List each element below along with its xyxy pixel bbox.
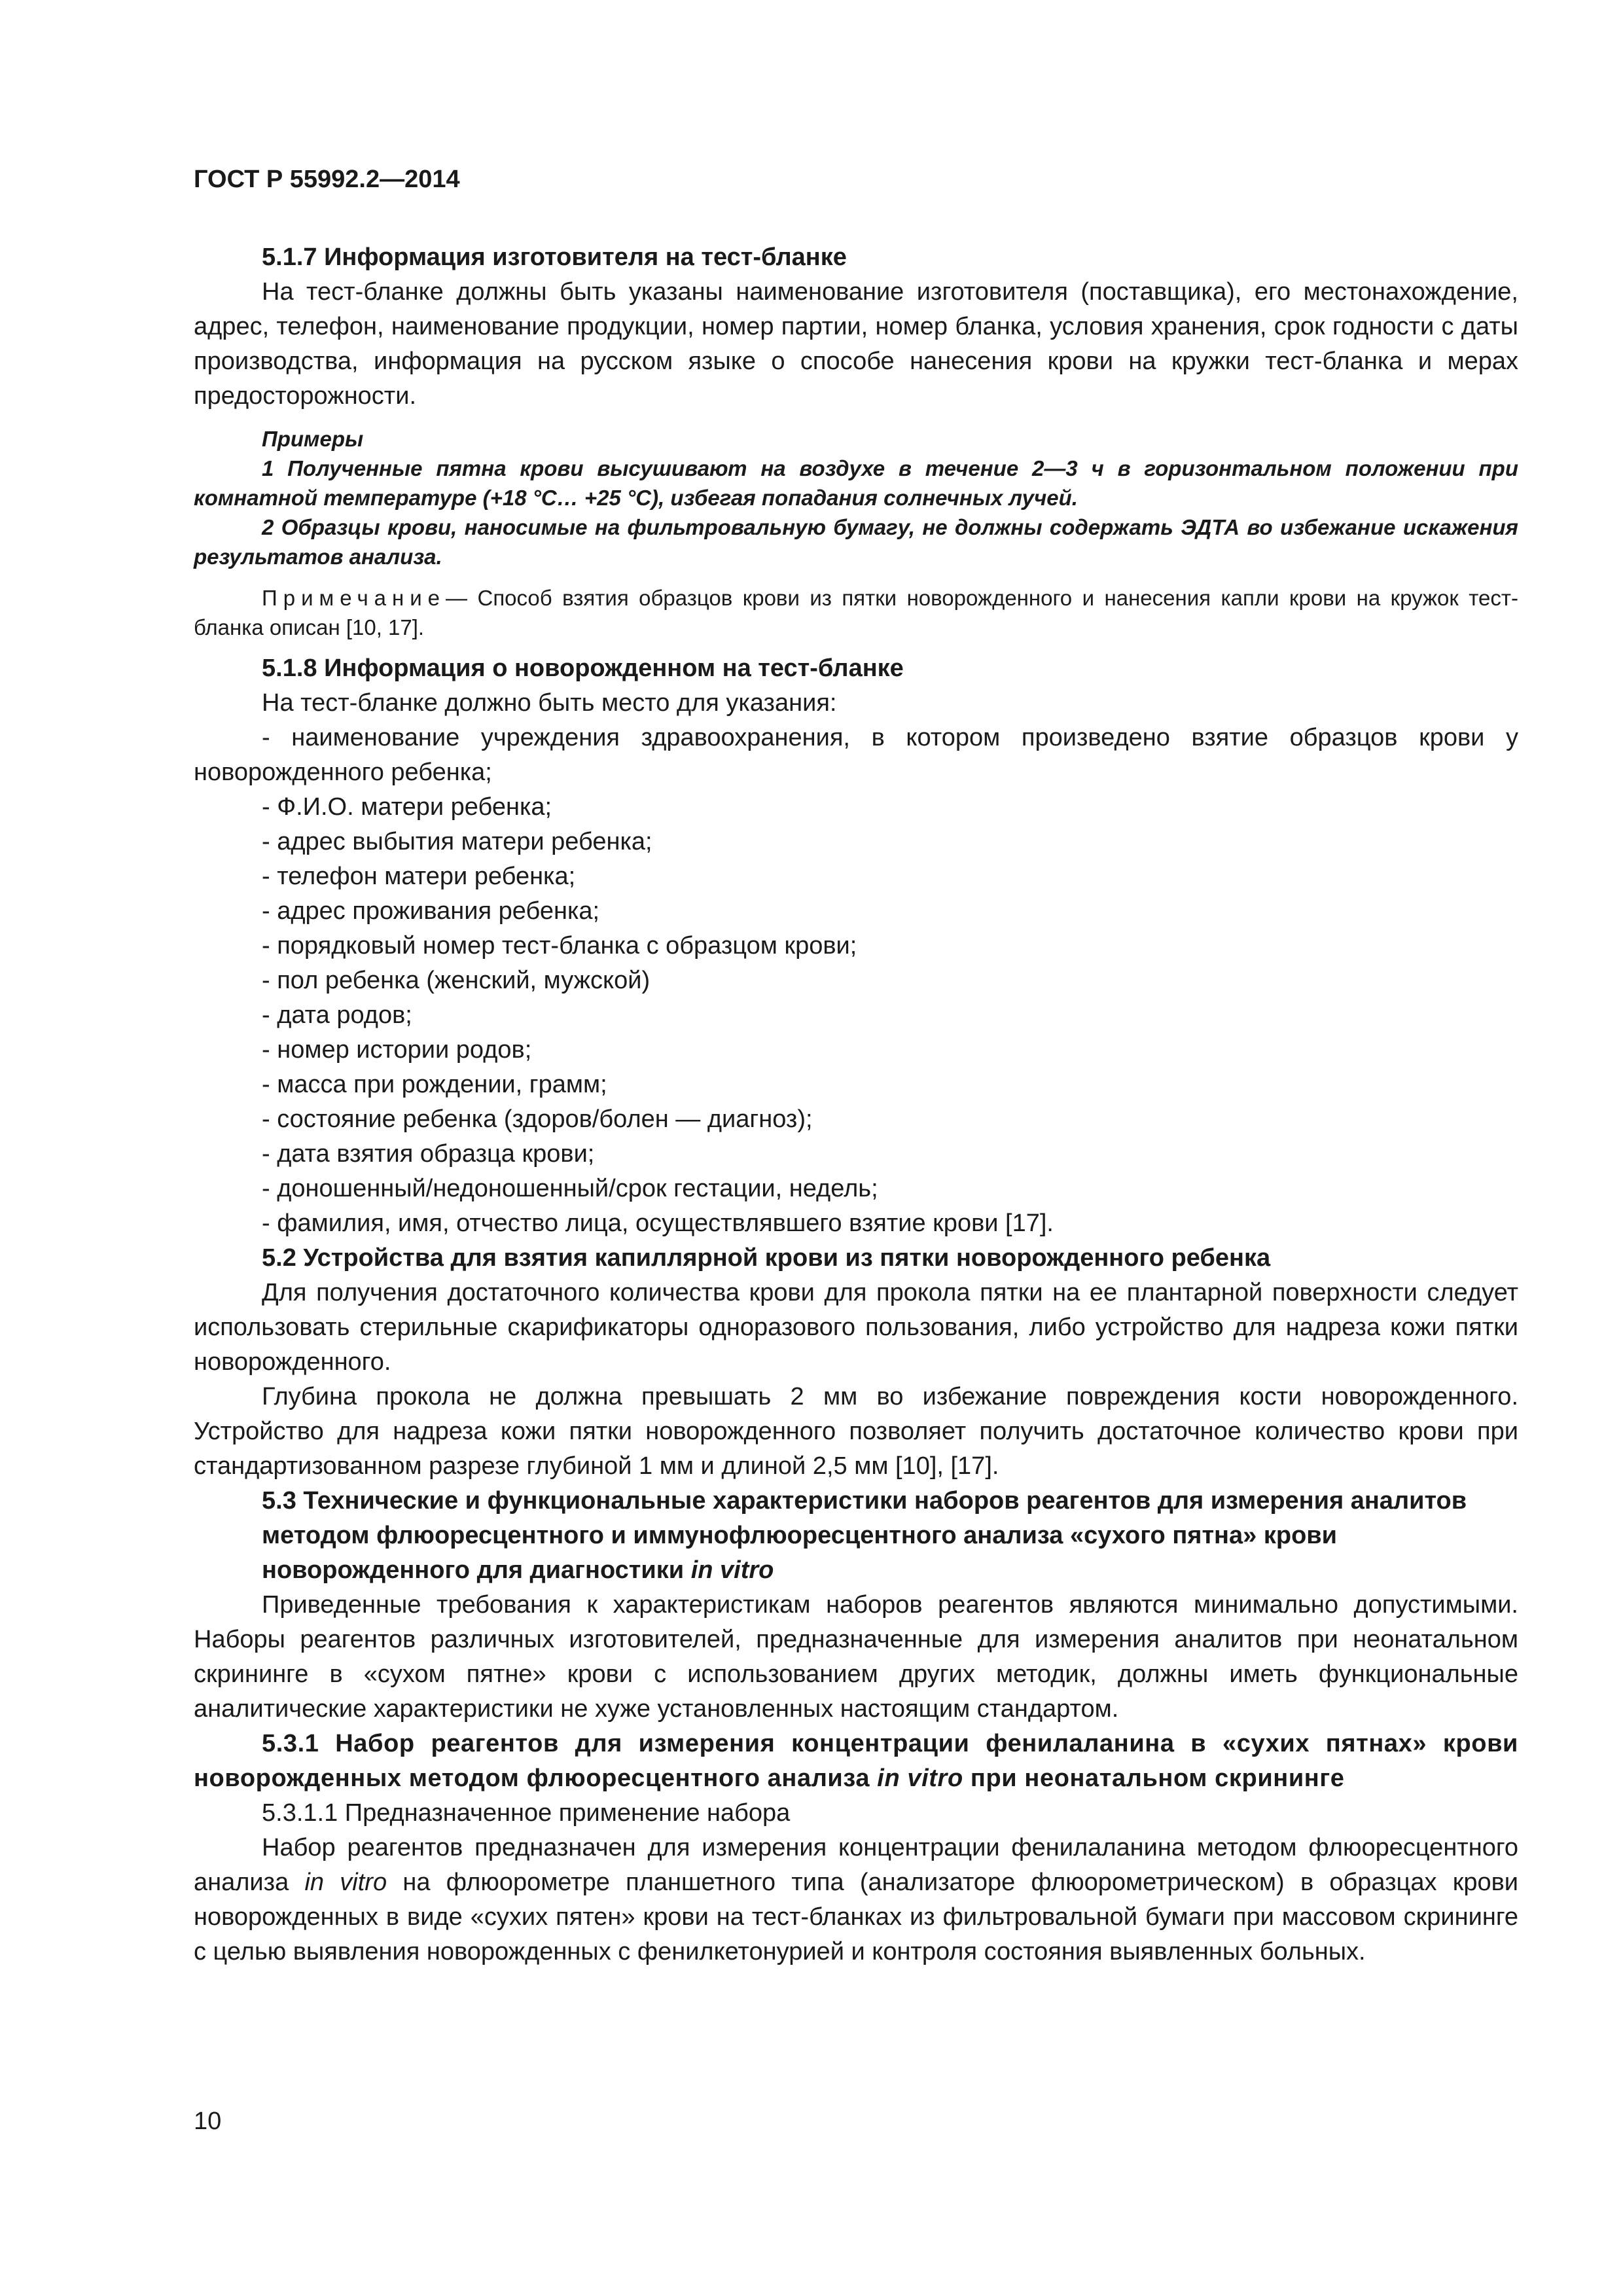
heading-text: 5.3.1 Набор реагентов для измерения концентрации фенилаланина в «сухих пятнах» крови новорожденных методом флюоресцентного анализа: [194, 1730, 1518, 1792]
list-item: - наименование учреждения здравоохранения, в котором произведено взятие образцов крови у новорожденного ребенка;: [194, 724, 1518, 786]
paragraph: Приведенные требования к характеристикам наборов реагентов являются минимально допустимыми. Наборы реагентов различных изготовителей, предназначенные для измерения аналитов при неонатальном скрининге в «сухом пятне» крови с использованием других методик, должны иметь функциональные аналитические характеристики не хуже установленных настоящим стандартом.: [194, 1591, 1518, 1723]
paragraph-text: Набор реагентов предназначен для измерения концентрации фенилаланина методом флюоресцентного анализа: [194, 1834, 1518, 1896]
list-item: - адрес выбытия матери ребенка;: [262, 828, 652, 855]
examples-title: Примеры: [262, 427, 364, 451]
section-heading: 5.1.7 Информация изготовителя на тест-бланке: [262, 243, 847, 271]
examples-block: [194, 424, 1518, 571]
section-heading: [194, 1727, 1518, 1796]
paragraph: На тест-бланке должно быть место для указания:: [262, 689, 837, 717]
example-2: 2 Образцы крови, наносимые на фильтровальную бумагу, не должны содержать ЭДТА во избежание искажения результатов анализа.: [194, 515, 1518, 569]
heading-italic: in vitro: [690, 1556, 774, 1584]
paragraph-italic: in vitro: [304, 1869, 387, 1896]
list-item: - пол ребенка (женский, мужской): [262, 967, 651, 994]
note-block: [194, 583, 1518, 642]
section-5-1-8: [194, 651, 1518, 1241]
section-5-3-1: [194, 1727, 1518, 1969]
list-item: - адрес проживания ребенка;: [262, 897, 600, 925]
list-item: - дата взятия образца крови;: [262, 1140, 595, 1168]
section-heading: 5.1.8 Информация о новорожденном на тест-бланке: [262, 655, 904, 682]
section-heading: [194, 1484, 1518, 1588]
example-1: 1 Полученные пятна крови высушивают на воздухе в течение 2—3 ч в горизонтальном положении при комнатной температуре (+18 °C… +25 °C), избегая попадания солнечных лучей.: [194, 456, 1518, 510]
list-item: - порядковый номер тест-бланка с образцом крови;: [262, 932, 857, 960]
note-text: — Способ взятия образцов крови из пятки новорожденного и нанесения капли крови на кружок тест-бланка описан [10, 17].: [194, 586, 1518, 639]
newborn-info-list: [194, 721, 1518, 1241]
list-item: - номер истории родов;: [262, 1036, 532, 1064]
heading-text: 5.3 Технические и функциональные характеристики наборов реагентов для измерения аналитов методом флюоресцентного и иммунофлюоресцентного анализа «сухого пятна» крови новорожденного для диагностики: [262, 1487, 1467, 1584]
paragraph-text-end: на флюорометре планшетного типа (анализаторе флюорометрическом) в образцах крови новорожденных в виде «сухих пятен» крови на тест-бланках из фильтровальной бумаги при массовом скрининге с целью выявления новорожденных с фенилкетонурией и контроля состояния выявленных больных.: [194, 1869, 1519, 1965]
section-5-3: [194, 1484, 1518, 1727]
list-item: - масса при рождении, грамм;: [262, 1071, 607, 1098]
heading-text-end: при неонатальном скрининге: [963, 1765, 1345, 1792]
document-header: ГОСТ Р 55992.2—2014: [194, 166, 460, 193]
paragraph: [194, 1831, 1518, 1969]
paragraph: На тест-бланке должны быть указаны наименование изготовителя (поставщика), его местонахождение, адрес, телефон, наименование продукции, номер партии, номер бланка, условия хранения, срок годности с даты производства, информация на русском языке о способе нанесения крови на кружки тест-бланка и мерах предосторожности.: [194, 278, 1518, 410]
note-label: Примечание: [262, 586, 446, 610]
list-item: - фамилия, имя, отчество лица, осуществлявшего взятие крови [17].: [262, 1210, 1054, 1237]
heading-italic: in vitro: [877, 1765, 963, 1792]
list-item: - дата родов;: [262, 1001, 412, 1029]
list-item: - состояние ребенка (здоров/болен — диагноз);: [262, 1105, 813, 1133]
subsection-title: 5.3.1.1 Предназначенное применение набора: [262, 1799, 791, 1827]
document-page: [194, 162, 1518, 1969]
section-5-2: [194, 1241, 1518, 1484]
list-item: - Ф.И.О. матери ребенка;: [262, 793, 552, 821]
section-heading: 5.2 Устройства для взятия капиллярной крови из пятки новорожденного ребенка: [262, 1244, 1271, 1272]
section-5-1-7: [194, 240, 1518, 414]
list-item: - телефон матери ребенка;: [262, 863, 576, 890]
list-item: - доношенный/недоношенный/срок гестации, недель;: [262, 1175, 878, 1202]
paragraph: Для получения достаточного количества крови для прокола пятки на ее плантарной поверхности следует использовать стерильные скарификаторы одноразового пользования, либо устройство для надреза кожи пятки новорожденного.: [194, 1279, 1518, 1376]
page-number: 10: [194, 2108, 222, 2135]
paragraph: Глубина прокола не должна превышать 2 мм во избежание повреждения кости новорожденного. Устройство для надреза кожи пятки новорожденного позволяет получить достаточное количество крови при стандартизованном разрезе глубиной 1 мм и длиной 2,5 мм [10], [17].: [194, 1383, 1518, 1480]
